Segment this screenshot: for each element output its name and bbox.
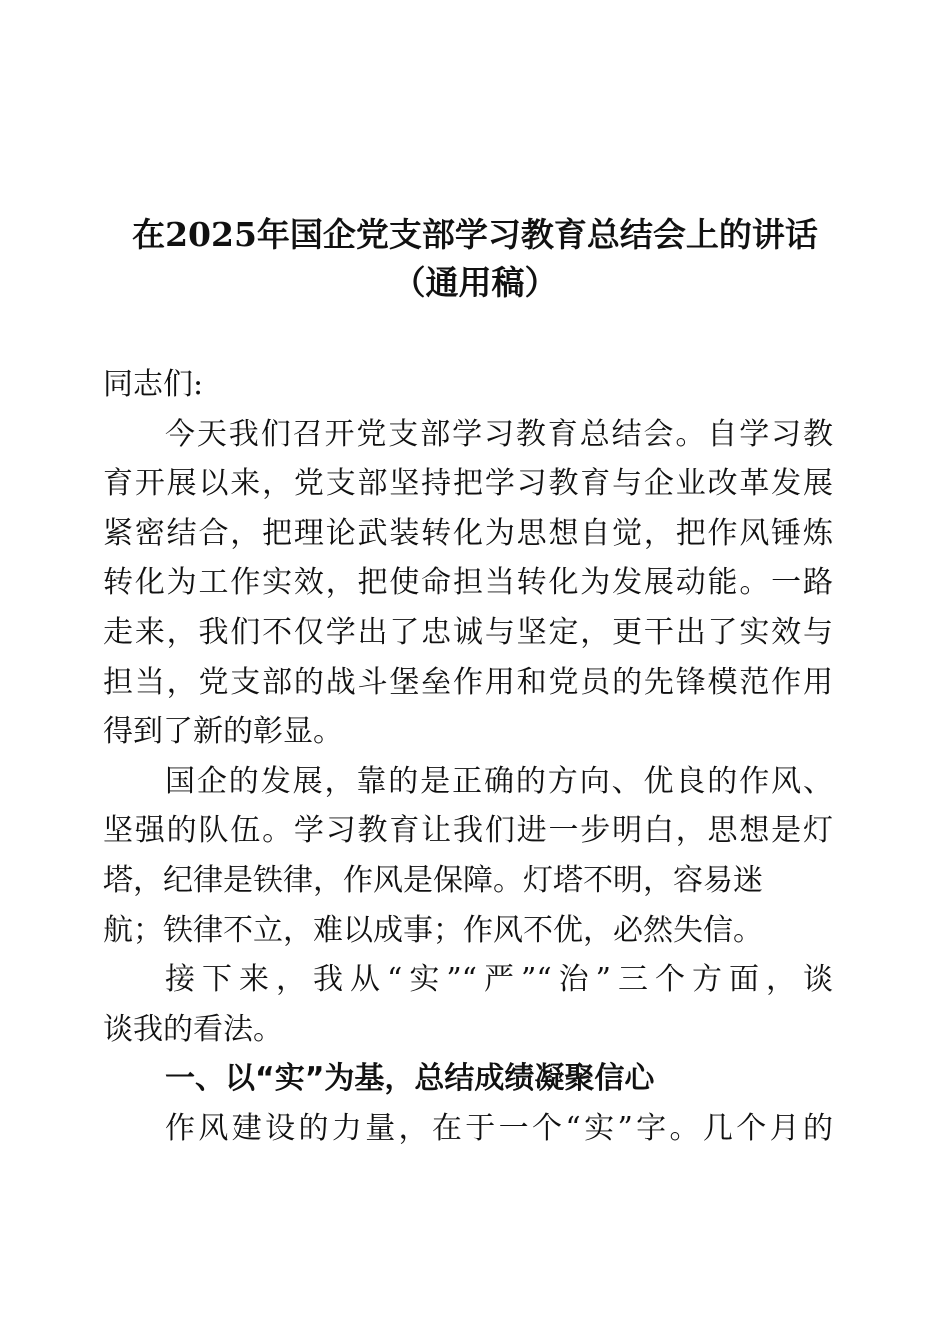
- document-title: 在2025年国企党支部学习教育总结会上的讲话: [132, 215, 818, 254]
- text-line: 走来，我们不仅学出了忠诚与坚定，更干出了实效与: [103, 614, 833, 650]
- section-heading: 一、以“实”为基，总结成绩凝聚信心: [165, 1061, 655, 1097]
- text-line: 谈我的看法。: [103, 1011, 283, 1047]
- text-line: 紧密结合，把理论武装转化为思想自觉，把作风锤炼: [103, 515, 833, 551]
- paragraph-development: [103, 757, 833, 955]
- paragraph-section-one: [103, 1104, 833, 1154]
- text-line: 担当，党支部的战斗堡垒作用和党员的先锋模范作用: [103, 664, 833, 700]
- paragraph-outline: [103, 955, 833, 1054]
- document-subtitle: （通用稿）: [392, 263, 558, 302]
- paragraph-opening: [103, 410, 833, 757]
- text-line: 塔，纪律是铁律，作风是保障。灯塔不明，容易迷: [103, 862, 763, 898]
- text-line: 航；铁律不立，难以成事；作风不优，必然失信。: [103, 912, 763, 948]
- text-line: 育开展以来，党支部坚持把学习教育与企业改革发展: [103, 466, 833, 502]
- text-line: 转化为工作实效，把使命担当转化为发展动能。一路: [103, 565, 833, 601]
- text-line: 接下来，我从“实”“严”“治”三个方面，谈: [165, 962, 833, 998]
- text-line: 作风建设的力量，在于一个“实”字。几个月的: [165, 1110, 833, 1146]
- text-line: 今天我们召开党支部学习教育总结会。自学习教: [165, 416, 833, 452]
- salutation: 同志们:: [103, 367, 204, 402]
- text-line: 得到了新的彰显。: [103, 714, 343, 750]
- text-line: 坚强的队伍。学习教育让我们进一步明白，思想是灯: [103, 813, 833, 849]
- text-line: 国企的发展，靠的是正确的方向、优良的作风、: [165, 763, 833, 799]
- document-body: [103, 360, 833, 1154]
